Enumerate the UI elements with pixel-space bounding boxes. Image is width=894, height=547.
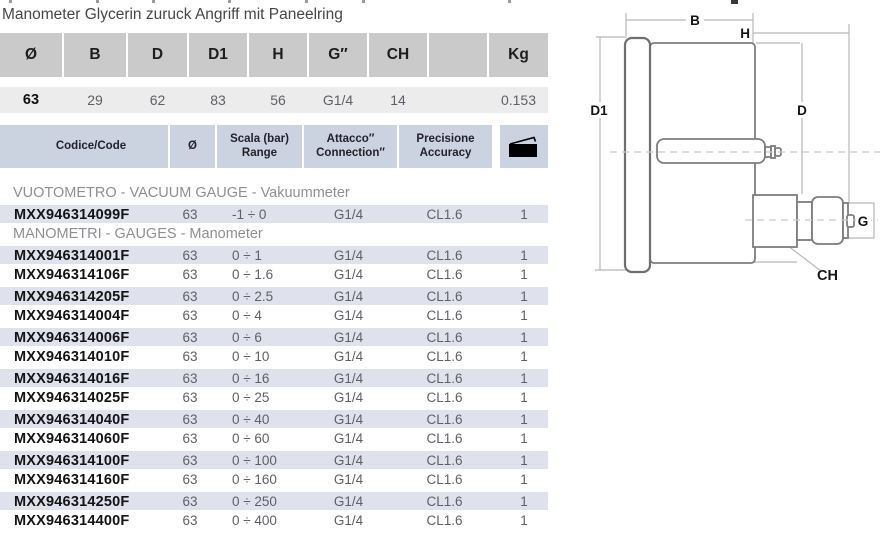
dims-value-d1: 83 — [210, 92, 226, 108]
clipped-line-fragment — [9, 0, 12, 3]
dims-value-ch: 14 — [390, 92, 406, 108]
clipped-line-fragment — [362, 0, 365, 3]
scale-cell: 0 ÷ 10 — [232, 349, 270, 364]
code-cell: MXX946314400F — [14, 513, 130, 529]
qty-cell: 1 — [520, 431, 528, 446]
section-header-row — [0, 183, 548, 204]
qty-cell: 1 — [520, 411, 528, 427]
scale-cell: -1 ÷ 0 — [232, 206, 267, 222]
scale-cell: 0 ÷ 250 — [232, 493, 277, 509]
connection-cell: G1/4 — [333, 247, 364, 263]
dims-header-h: H — [249, 33, 307, 77]
dims-value-h: 56 — [270, 92, 286, 108]
diameter-cell: 63 — [182, 308, 198, 323]
qty-cell: 1 — [520, 390, 528, 405]
scale-cell: 0 ÷ 60 — [232, 431, 270, 446]
diameter-cell: 63 — [182, 247, 198, 263]
accuracy-cell: CL1.6 — [426, 308, 463, 323]
catalog-header-scale-line2: Range — [241, 146, 278, 159]
label-g: G — [857, 214, 869, 229]
diameter-cell: 63 — [182, 206, 198, 222]
code-cell: MXX946314106F — [14, 267, 130, 283]
diameter-cell: 63 — [182, 349, 198, 364]
code-cell: MXX946314100F — [14, 452, 130, 469]
scale-cell: 0 ÷ 4 — [232, 308, 262, 323]
diameter-cell: 63 — [182, 329, 198, 345]
label-ch: CH — [817, 268, 838, 284]
accuracy-cell: CL1.6 — [426, 431, 463, 446]
connection-cell: G1/4 — [333, 267, 364, 282]
accuracy-cell: CL1.6 — [426, 206, 463, 222]
table-row — [0, 347, 548, 368]
dims-header-empty — [429, 33, 487, 77]
connection-cell: G1/4 — [333, 329, 364, 345]
catalog-header-accuracy — [399, 125, 492, 168]
table-row — [0, 450, 548, 471]
table-row — [0, 265, 548, 286]
diameter-cell: 63 — [182, 390, 198, 405]
scale-cell: 0 ÷ 25 — [232, 390, 270, 405]
clipped-line-fragment — [508, 0, 511, 3]
accuracy-cell: CL1.6 — [426, 390, 463, 405]
connection-cell: G1/4 — [333, 206, 364, 222]
table-row — [0, 306, 548, 327]
catalog-header-accuracy-line2: Accuracy — [419, 146, 472, 159]
qty-cell: 1 — [520, 288, 528, 304]
code-cell: MXX946314006F — [14, 329, 130, 346]
accuracy-cell: CL1.6 — [426, 247, 463, 263]
catalog-header-scale — [217, 125, 302, 168]
connection-cell: G1/4 — [333, 288, 364, 304]
dims-header-b: B — [64, 33, 126, 77]
catalog-table-header — [0, 125, 548, 168]
diameter-cell: 63 — [182, 431, 198, 446]
diameter-cell: 63 — [182, 370, 198, 386]
section-label: MANOMETRI - GAUGES - Manometer — [13, 226, 263, 242]
label-h: H — [740, 26, 750, 41]
catalog-header-connection — [304, 125, 397, 168]
accuracy-cell: CL1.6 — [426, 513, 463, 528]
table-row — [0, 286, 548, 307]
code-cell: MXX946314040F — [14, 411, 130, 428]
catalog-header-code: Codice/Code — [0, 125, 168, 168]
code-cell: MXX946314025F — [14, 390, 130, 406]
accuracy-cell: CL1.6 — [426, 452, 463, 468]
scale-cell: 0 ÷ 100 — [232, 452, 277, 468]
dimensions-table-header — [0, 33, 548, 77]
accuracy-cell: CL1.6 — [426, 349, 463, 364]
mounting-bracket — [657, 139, 765, 163]
dims-header-kg: Kg — [489, 33, 548, 77]
diameter-cell: 63 — [182, 288, 198, 304]
connection-cell: G1/4 — [333, 513, 364, 528]
connection-cell: G1/4 — [333, 452, 364, 468]
qty-cell: 1 — [520, 513, 528, 528]
catalog-header-connection-line1: Attacco″ — [326, 132, 375, 145]
qty-cell: 1 — [520, 493, 528, 509]
dims-header-d: D — [128, 33, 187, 77]
dims-value-diameter: 63 — [22, 92, 40, 108]
table-row — [0, 511, 548, 532]
qty-cell: 1 — [520, 206, 528, 222]
connection-cell: G1/4 — [333, 390, 364, 405]
dims-value-d: 62 — [149, 92, 166, 108]
gauge-dimension-diagram — [560, 0, 894, 300]
catalog-header-accuracy-line1: Precisione — [416, 132, 475, 145]
code-cell: MXX946314010F — [14, 349, 130, 365]
table-row — [0, 327, 548, 348]
scale-cell: 0 ÷ 2.5 — [232, 288, 274, 304]
scale-cell: 0 ÷ 160 — [232, 472, 277, 487]
accuracy-cell: CL1.6 — [426, 411, 463, 427]
label-b: B — [690, 13, 700, 28]
table-row — [0, 388, 548, 409]
table-row — [0, 368, 548, 389]
qty-cell: 1 — [520, 329, 528, 345]
accuracy-cell: CL1.6 — [426, 267, 463, 282]
hex-fitting — [812, 197, 843, 244]
code-cell: MXX946314004F — [14, 308, 130, 324]
dims-header-g: G″ — [309, 33, 367, 77]
connection-cell: G1/4 — [333, 349, 364, 364]
code-cell: MXX946314001F — [14, 247, 130, 264]
table-row — [0, 204, 548, 225]
catalog-rows — [0, 183, 548, 532]
dims-value-kg: 0.153 — [500, 92, 537, 108]
section-header-row — [0, 224, 548, 245]
accuracy-cell: CL1.6 — [426, 472, 463, 487]
connection-neck — [797, 202, 812, 240]
qty-cell: 1 — [520, 247, 528, 263]
scale-cell: 0 ÷ 1 — [232, 247, 262, 263]
qty-cell: 1 — [520, 308, 528, 323]
dims-value-empty — [429, 87, 487, 113]
section-label: VUOTOMETRO - VACUUM GAUGE - Vakuummeter — [13, 185, 350, 201]
diameter-cell: 63 — [182, 452, 198, 468]
table-row — [0, 429, 548, 450]
connection-cell: G1/4 — [333, 493, 364, 509]
diameter-cell: 63 — [182, 513, 198, 528]
qty-cell: 1 — [520, 472, 528, 487]
accuracy-cell: CL1.6 — [426, 329, 463, 345]
scale-cell: 0 ÷ 1.6 — [232, 267, 274, 282]
dims-header-ch: CH — [369, 33, 427, 77]
scale-cell: 0 ÷ 16 — [232, 370, 270, 386]
connection-block — [753, 195, 797, 247]
connection-cell: G1/4 — [333, 431, 364, 446]
code-cell: MXX946314099F — [14, 206, 130, 223]
accuracy-cell: CL1.6 — [426, 288, 463, 304]
diameter-cell: 63 — [182, 493, 198, 509]
code-cell: MXX946314205F — [14, 288, 130, 305]
code-cell: MXX946314160F — [14, 472, 130, 488]
dims-value-g: G1/4 — [322, 92, 354, 108]
scale-cell: 0 ÷ 6 — [232, 329, 262, 345]
dims-value-b: 29 — [87, 92, 103, 108]
diameter-cell: 63 — [182, 267, 198, 282]
label-d: D — [797, 103, 807, 118]
open-box-icon — [508, 136, 540, 158]
dims-header-diameter: Ø — [0, 33, 62, 77]
table-row — [0, 491, 548, 512]
panel-ring-flange — [625, 38, 650, 272]
table-row — [0, 245, 548, 266]
clipped-line-fragment — [152, 0, 155, 3]
catalog-header-scale-line1: Scala (bar) — [230, 132, 289, 145]
dims-header-d1: D1 — [189, 33, 247, 77]
gauge-body — [625, 38, 854, 272]
catalog-header-diameter: Ø — [170, 125, 215, 168]
code-cell: MXX946314250F — [14, 493, 130, 510]
diameter-cell: 63 — [182, 472, 198, 487]
dimensions-table-row — [0, 87, 548, 113]
clipped-line-fragment — [305, 0, 308, 3]
qty-cell: 1 — [520, 370, 528, 386]
label-d1: D1 — [590, 103, 608, 118]
code-cell: MXX946314016F — [14, 370, 130, 387]
connection-cell: G1/4 — [333, 370, 364, 386]
accuracy-cell: CL1.6 — [426, 370, 463, 386]
connection-cell: G1/4 — [333, 308, 364, 323]
scale-cell: 0 ÷ 400 — [232, 513, 277, 528]
connection-cell: G1/4 — [333, 472, 364, 487]
accuracy-cell: CL1.6 — [426, 493, 463, 509]
scale-cell: 0 ÷ 40 — [232, 411, 270, 427]
clipped-line-fragment — [228, 0, 231, 3]
qty-cell: 1 — [520, 452, 528, 468]
qty-cell: 1 — [520, 267, 528, 282]
clipped-line-fragment — [96, 0, 99, 3]
connection-cell: G1/4 — [333, 411, 364, 427]
qty-cell: 1 — [520, 349, 528, 364]
catalog-header-pack — [500, 125, 548, 168]
table-row — [0, 409, 548, 430]
table-row — [0, 470, 548, 491]
thread-stub — [847, 215, 854, 227]
catalog-header-connection-line2: Connection″ — [316, 146, 385, 159]
code-cell: MXX946314060F — [14, 431, 130, 447]
page-title: Manometer Glycerin zuruck Angriff mit Paneelring — [2, 6, 343, 23]
diameter-cell: 63 — [182, 411, 198, 427]
